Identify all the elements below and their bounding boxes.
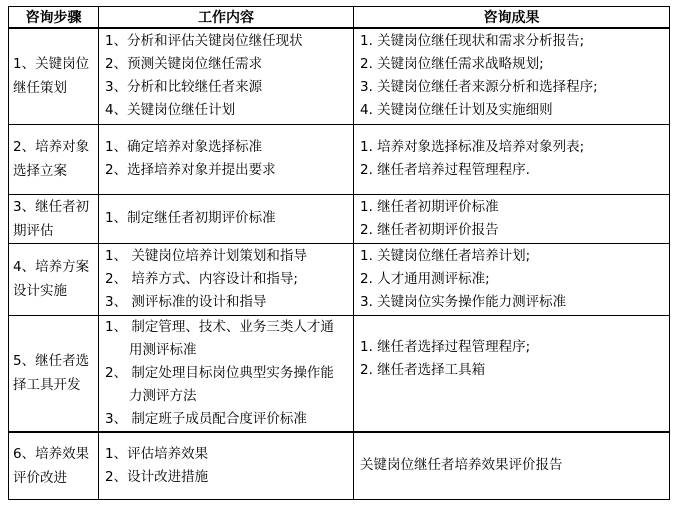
consulting-process-table — [8, 6, 670, 500]
work-item: 1、确定培养对象选择标准 — [105, 139, 263, 155]
result-item: 1. 继任者初期评价标准 — [360, 198, 499, 215]
result-item: 关键岗位继任者培养效果评价报告 — [360, 457, 563, 474]
result-item: 4. 关键岗位继任计划及实施细则 — [360, 102, 553, 119]
result-cell — [354, 315, 670, 432]
work-item: 4、关键岗位继任计划 — [105, 102, 236, 119]
work-item: 1、制定继任者初期评价标准 — [105, 210, 276, 226]
result-item: 2. 人才通用测评标准; — [360, 270, 490, 287]
work-item: 3、 制定班子成员配合度评价标准 — [105, 410, 307, 427]
work-item: 1、 关键岗位培养计划策划和指导 — [105, 247, 307, 264]
header-result: 咨询成果 — [354, 7, 670, 29]
work-item: 3、 测评标准的设计和指导 — [105, 293, 267, 310]
result-cell — [354, 243, 670, 315]
result-cell — [354, 124, 670, 194]
step-cell: 5、继任者选择工具开发 — [9, 315, 99, 432]
work-cell — [99, 243, 354, 315]
result-item: 2. 继任者选择工具箱 — [360, 361, 486, 378]
result-cell — [354, 194, 670, 243]
result-item: 1. 关键岗位继任现状和需求分析报告; — [360, 33, 585, 50]
step-cell: 4、培养方案设计实施 — [9, 243, 99, 315]
step-cell: 3、继任者初期评估 — [9, 194, 99, 243]
header-step: 咨询步骤 — [9, 7, 99, 29]
work-item: 2、 制定处理目标岗位典型实务操作能力测评方法 — [105, 364, 334, 404]
work-item: 2、 培养方式、内容设计和指导; — [105, 270, 298, 287]
table-row — [9, 432, 670, 500]
result-item: 3. 关键岗位继任者来源分析和选择程序; — [360, 79, 598, 96]
table-row — [9, 194, 670, 243]
result-item: 1. 培养对象选择标准及培养对象列表; — [360, 139, 585, 155]
header-work: 工作内容 — [99, 7, 354, 29]
result-item: 1. 继任者选择过程管理程序; — [360, 338, 531, 355]
work-item: 3、分析和比较继任者来源 — [105, 79, 263, 96]
step-cell: 1、关键岗位继任策划 — [9, 28, 99, 124]
result-cell — [354, 28, 670, 124]
table-row — [9, 315, 670, 432]
table-header-row — [9, 7, 670, 29]
result-item: 2. 关键岗位继任需求战略规划; — [360, 56, 544, 73]
result-item: 2. 继任者培养过程管理程序. — [360, 162, 530, 178]
work-item: 2、预测关键岗位继任需求 — [105, 56, 263, 73]
step-cell: 2、培养对象选择立案 — [9, 124, 99, 194]
result-item: 1. 关键岗位继任者培养计划; — [360, 247, 531, 264]
result-item: 3. 关键岗位实务操作能力测评标准 — [360, 293, 567, 310]
result-cell — [354, 432, 670, 500]
work-item: 1、分析和评估关键岗位继任现状 — [105, 33, 303, 50]
result-item: 2. 继任者初期评价报告 — [360, 221, 499, 238]
table-row — [9, 28, 670, 124]
work-item: 2、设计改进措施 — [105, 468, 209, 485]
table-row — [9, 124, 670, 194]
work-cell — [99, 124, 354, 194]
step-cell: 6、培养效果评价改进 — [9, 432, 99, 500]
work-item: 2、选择培养对象并提出要求 — [105, 162, 276, 178]
work-cell — [99, 315, 354, 432]
work-cell — [99, 28, 354, 124]
work-item: 1、 制定管理、技术、业务三类人才通用测评标准 — [105, 318, 334, 358]
work-item: 1、评估培养效果 — [105, 445, 209, 462]
table-row — [9, 243, 670, 315]
work-cell — [99, 432, 354, 500]
work-cell — [99, 194, 354, 243]
